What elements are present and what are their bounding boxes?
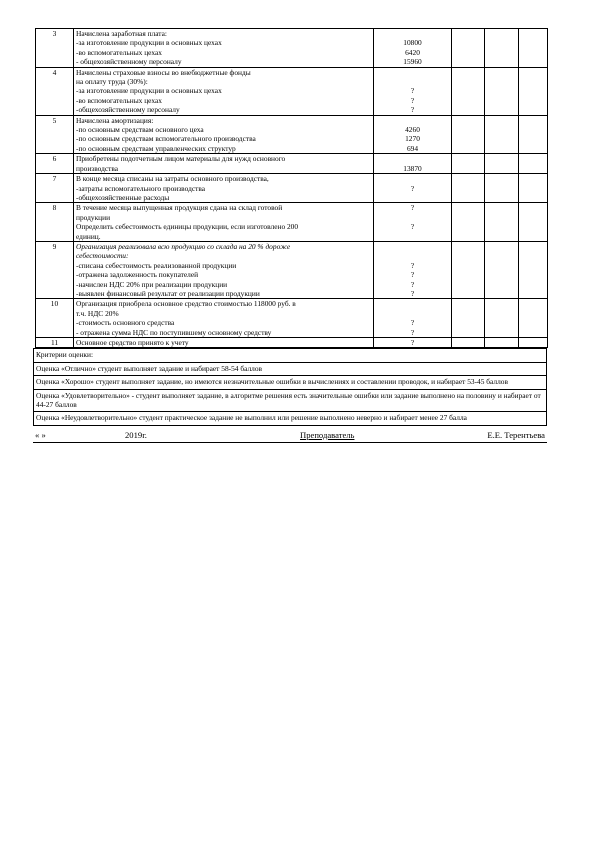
task-amount	[374, 174, 452, 203]
task-description-line: Основное средство принято к учету	[76, 338, 189, 347]
task-amount-line: ?	[410, 270, 415, 280]
task-description-line: т.ч. НДС 20%	[76, 308, 119, 318]
task-description	[74, 174, 374, 203]
criteria-good: Оценка «Хорошо» студент выполняет задание, но имеются незначительные ошибки в вычислениях и составлении проводок, и набирает 53-45 баллов	[34, 376, 547, 389]
footer-date: « »	[35, 429, 46, 440]
task-row	[36, 203, 548, 242]
task-description	[74, 29, 374, 68]
criteria-table	[33, 348, 547, 425]
task-amount-line	[376, 174, 449, 183]
task-description-line: производства	[76, 163, 119, 173]
task-amount	[374, 203, 452, 242]
task-amount-line	[376, 213, 449, 222]
task-description-line: -списана себестоимость реализованной продукции	[76, 260, 237, 270]
task-amount-line: 6420	[405, 47, 420, 57]
task-description-line: -начислен НДС 20% при реализации продукции	[76, 279, 228, 289]
debit-cell	[452, 174, 485, 203]
task-description	[74, 115, 374, 154]
task-number: 6	[36, 154, 74, 174]
task-description-line: себестоимости:	[76, 251, 129, 261]
criteria-satisfactory: Оценка «Удовлетворительно» - студент выполняет задание, в алгоритме решения есть значительные ошибки или задание выполнено на половину и набирает от 44-27 баллов	[34, 389, 547, 412]
debit-cell	[452, 203, 485, 242]
credit-cell	[485, 29, 519, 68]
extra-cell	[519, 338, 548, 348]
task-amount-line: ?	[410, 105, 415, 115]
extra-cell	[519, 299, 548, 338]
task-amount	[374, 299, 452, 338]
task-description	[74, 241, 374, 298]
task-amount-line	[376, 299, 449, 308]
task-amount-line	[376, 68, 449, 77]
credit-cell	[485, 154, 519, 174]
task-number: 4	[36, 67, 74, 115]
task-description	[74, 154, 374, 174]
debit-cell	[452, 115, 485, 154]
document-sheet	[33, 28, 547, 443]
task-description-line: -затраты вспомогательного производства	[76, 183, 206, 193]
extra-cell	[519, 154, 548, 174]
debit-cell	[452, 67, 485, 115]
task-description-line: -за изготовление продукции в основных цехах	[76, 86, 222, 96]
task-amount	[374, 67, 452, 115]
task-amount-line: ?	[410, 86, 415, 96]
task-amount	[374, 338, 452, 348]
task-description-line: - отражена сумма НДС по поступившему основному средству	[76, 327, 272, 337]
credit-cell	[485, 67, 519, 115]
task-row	[36, 29, 548, 68]
task-description-line: -стоимость основного средства	[76, 318, 175, 328]
footer-role: Преподаватель	[300, 429, 355, 440]
extra-cell	[519, 29, 548, 68]
signature-footer	[33, 426, 547, 443]
task-description	[74, 338, 374, 348]
task-number: 10	[36, 299, 74, 338]
extra-cell	[519, 67, 548, 115]
task-amount-line	[376, 309, 449, 318]
extra-cell	[519, 115, 548, 154]
task-description-line: Определить себестоимость единицы продукции, если изготовлено 200	[76, 222, 299, 232]
task-amount	[374, 115, 452, 154]
debit-cell	[452, 241, 485, 298]
task-amount-line: ?	[410, 318, 415, 328]
task-description	[74, 299, 374, 338]
task-description-line: -во вспомогательных цехах	[76, 95, 162, 105]
task-amount-line: 15960	[403, 57, 422, 67]
task-amount-line: ?	[410, 338, 415, 347]
extra-cell	[519, 174, 548, 203]
task-description-line: -выявлен финансовый результат от реализации продукции	[76, 288, 260, 298]
task-amount-line	[376, 242, 449, 251]
task-description-line: -общехозяйственному персоналу	[76, 105, 180, 115]
task-amount-line: 4260	[405, 125, 420, 135]
task-number: 8	[36, 203, 74, 242]
task-amount-line	[376, 154, 449, 163]
task-amount-line: ?	[410, 222, 415, 232]
task-number: 3	[36, 29, 74, 68]
task-row	[36, 154, 548, 174]
debit-cell	[452, 338, 485, 348]
task-number: 9	[36, 241, 74, 298]
task-description-line: Начислена амортизация:	[76, 115, 154, 125]
task-amount-line: ?	[410, 327, 415, 337]
debit-cell	[452, 29, 485, 68]
task-amount-line	[376, 116, 449, 125]
task-amount-line	[376, 77, 449, 86]
credit-cell	[485, 338, 519, 348]
task-row	[36, 174, 548, 203]
task-amount-line: ?	[410, 95, 415, 105]
task-description-line: -по основным средствам вспомогательного производства	[76, 134, 256, 144]
task-amount-line: 10800	[403, 38, 422, 48]
task-row	[36, 115, 548, 154]
task-description-line: -во вспомогательных цехах	[76, 47, 162, 57]
credit-cell	[485, 174, 519, 203]
task-description-line: Начислена заработная плата:	[76, 29, 167, 38]
credit-cell	[485, 115, 519, 154]
task-description-line: Организация приобрела основное средство стоимостью 118000 руб. в	[76, 299, 296, 309]
task-amount	[374, 241, 452, 298]
task-amount-line: ?	[410, 183, 415, 193]
credit-cell	[485, 299, 519, 338]
footer-name: Е.Е. Терентьева	[487, 429, 545, 440]
footer-year: 2019г.	[125, 429, 147, 440]
criteria-excellent: Оценка «Отлично» студент выполняет задание и набирает 58-54 баллов	[34, 362, 547, 375]
extra-cell	[519, 241, 548, 298]
task-amount-line: ?	[410, 260, 415, 270]
tasks-table	[35, 28, 548, 348]
task-description-line: единиц.	[76, 231, 101, 241]
extra-cell	[519, 203, 548, 242]
debit-cell	[452, 154, 485, 174]
task-number: 11	[36, 338, 74, 348]
task-amount-line: 694	[406, 143, 419, 153]
task-amount	[374, 154, 452, 174]
task-description-line: Приобретены подотчетным лицом материалы для нужд основного	[76, 154, 286, 164]
credit-cell	[485, 241, 519, 298]
task-row	[36, 241, 548, 298]
task-description-line: -по основным средствам основного цеха	[76, 125, 204, 135]
task-amount-line: 1270	[405, 134, 420, 144]
task-description-line: -по основным средствам управленческих структур	[76, 143, 236, 153]
task-description-line: на оплату труда (30%):	[76, 77, 148, 87]
task-description-line: В конце месяца списаны на затраты основного производства,	[76, 174, 269, 184]
task-description	[74, 203, 374, 242]
task-description-line: -общехозяйственные расходы	[76, 192, 170, 202]
task-number: 5	[36, 115, 74, 154]
task-row	[36, 338, 548, 348]
task-amount-line: ?	[410, 288, 415, 298]
task-row	[36, 67, 548, 115]
task-amount-line	[376, 29, 449, 38]
task-description-line: Начислены страховые взносы во внебюджетные фонды	[76, 67, 251, 77]
task-description-line: - общехозяйственному персоналу	[76, 57, 182, 67]
task-description-line: В течение месяца выпущенная продукция сдана на склад готовой	[76, 203, 283, 213]
debit-cell	[452, 299, 485, 338]
credit-cell	[485, 203, 519, 242]
task-amount-line	[376, 193, 449, 202]
task-description-line: -отражена задолженность покупателей	[76, 270, 199, 280]
task-amount-line: ?	[410, 279, 415, 289]
task-amount	[374, 29, 452, 68]
criteria-title: Критерии оценки:	[34, 349, 547, 362]
criteria-unsatisfactory: Оценка «Неудовлетворительно» студент практическое задание не выполнил или решение выполнено неверно и набирает менее 27 балла	[34, 412, 547, 425]
task-description-line: Организация реализовала всю продукцию со склада на 20 % дороже	[76, 241, 291, 251]
task-amount-line	[376, 232, 449, 241]
task-amount-line: 13870	[403, 163, 422, 173]
task-description-line: -за изготовление продукции в основных цехах	[76, 38, 222, 48]
task-number: 7	[36, 174, 74, 203]
task-amount-line	[376, 251, 449, 260]
tasks-table-body	[36, 29, 548, 348]
task-description	[74, 67, 374, 115]
task-row	[36, 299, 548, 338]
task-description-line: продукции	[76, 212, 111, 222]
task-amount-line: ?	[410, 203, 415, 213]
